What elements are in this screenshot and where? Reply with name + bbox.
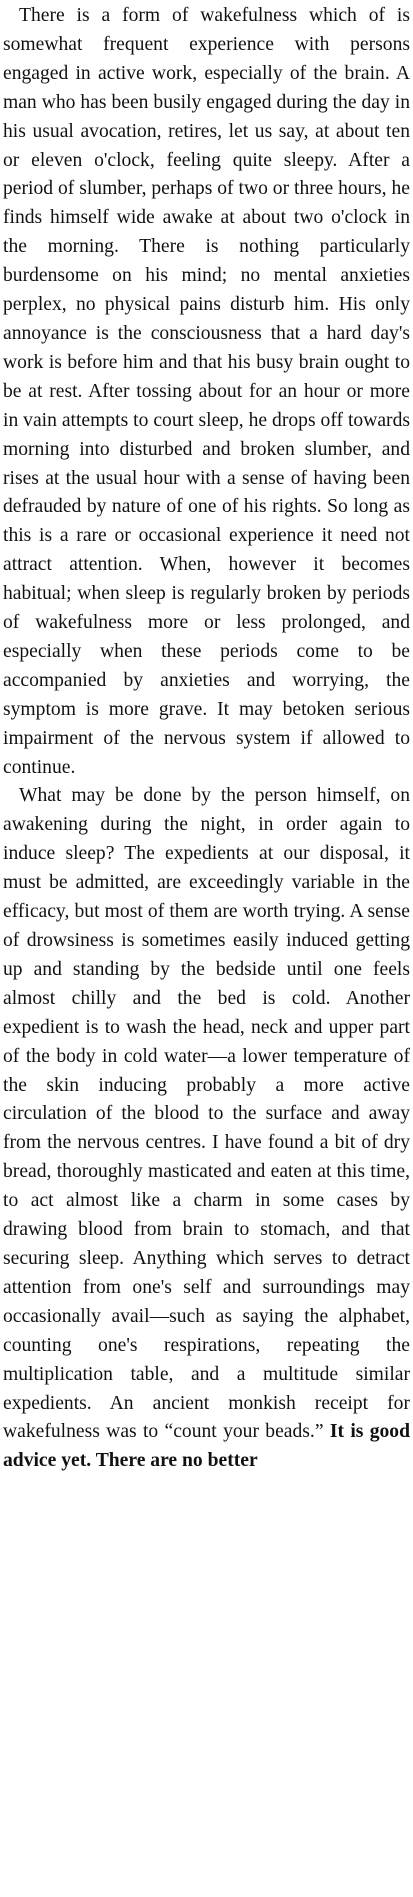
- paragraph-wakefulness: [3, 2, 410, 782]
- paragraph-text: What may be done by the person himself, on awakening during the night, in order again to induce sleep? The expedients at our disposal, it must be admitted, are exceedingly variable in the efficacy, but most of them are worth trying. A sense of drowsiness is sometimes easily induced getting up and standing by the bedside until one feels almost chilly and the bed is cold. Another expedient is to wash the head, neck and upper part of the body in cold water—a lower temperature of the skin inducing probably a more active circulation of the blood to the surface and away from the nervous centres. I have found a bit of dry bread, thoroughly masticated and eaten at this time, to act almost like a charm in some cases by drawing blood from brain to stomach, and that securing sleep. Anything which serves to detract attention from one's self and surroundings may occasionally avail—such as saying the alphabet, counting one's respirations, repeating the multiplication table, and a multitude similar expedients. An ancient monkish receipt for wakefulness was to “count your beads.”: [3, 785, 410, 1443]
- paragraph-text: There is a form of wakefulness which of is somewhat frequent experience with persons engaged in active work, especially of the brain. A man who has been busily engaged during the day in his usual avocation, retires, let us say, at about ten or eleven o'clock, feeling quite sleepy. After a period of slumber, perhaps of two or three hours, he finds himself wide awake at about two o'clock in the morning. There is nothing particularly burdensome on his mind; no mental anxieties perplex, no physical pains disturb him. His only annoyance is the consciousness that a hard day's work is before him and that his busy brain ought to be at rest. After tossing about for an hour or more in vain attempts to court sleep, he drops off towards morning into disturbed and broken slumber, and rises at the usual hour with a sense of having been defrauded by nature of one of his rights. So long as this is a rare or occasional experience it need not attract attention. When, however it becomes habitual; when sleep is regularly broken by periods of wakefulness more or less prolonged, and especially when these periods come to be accompanied by anxieties and worrying, the symptom is more grave. It may betoken serious impairment of the nervous system if allowed to continue.: [3, 5, 410, 778]
- paragraph-remedies: [3, 782, 410, 1476]
- paragraph-tail: It is good advice yet. There are no better: [3, 1421, 410, 1472]
